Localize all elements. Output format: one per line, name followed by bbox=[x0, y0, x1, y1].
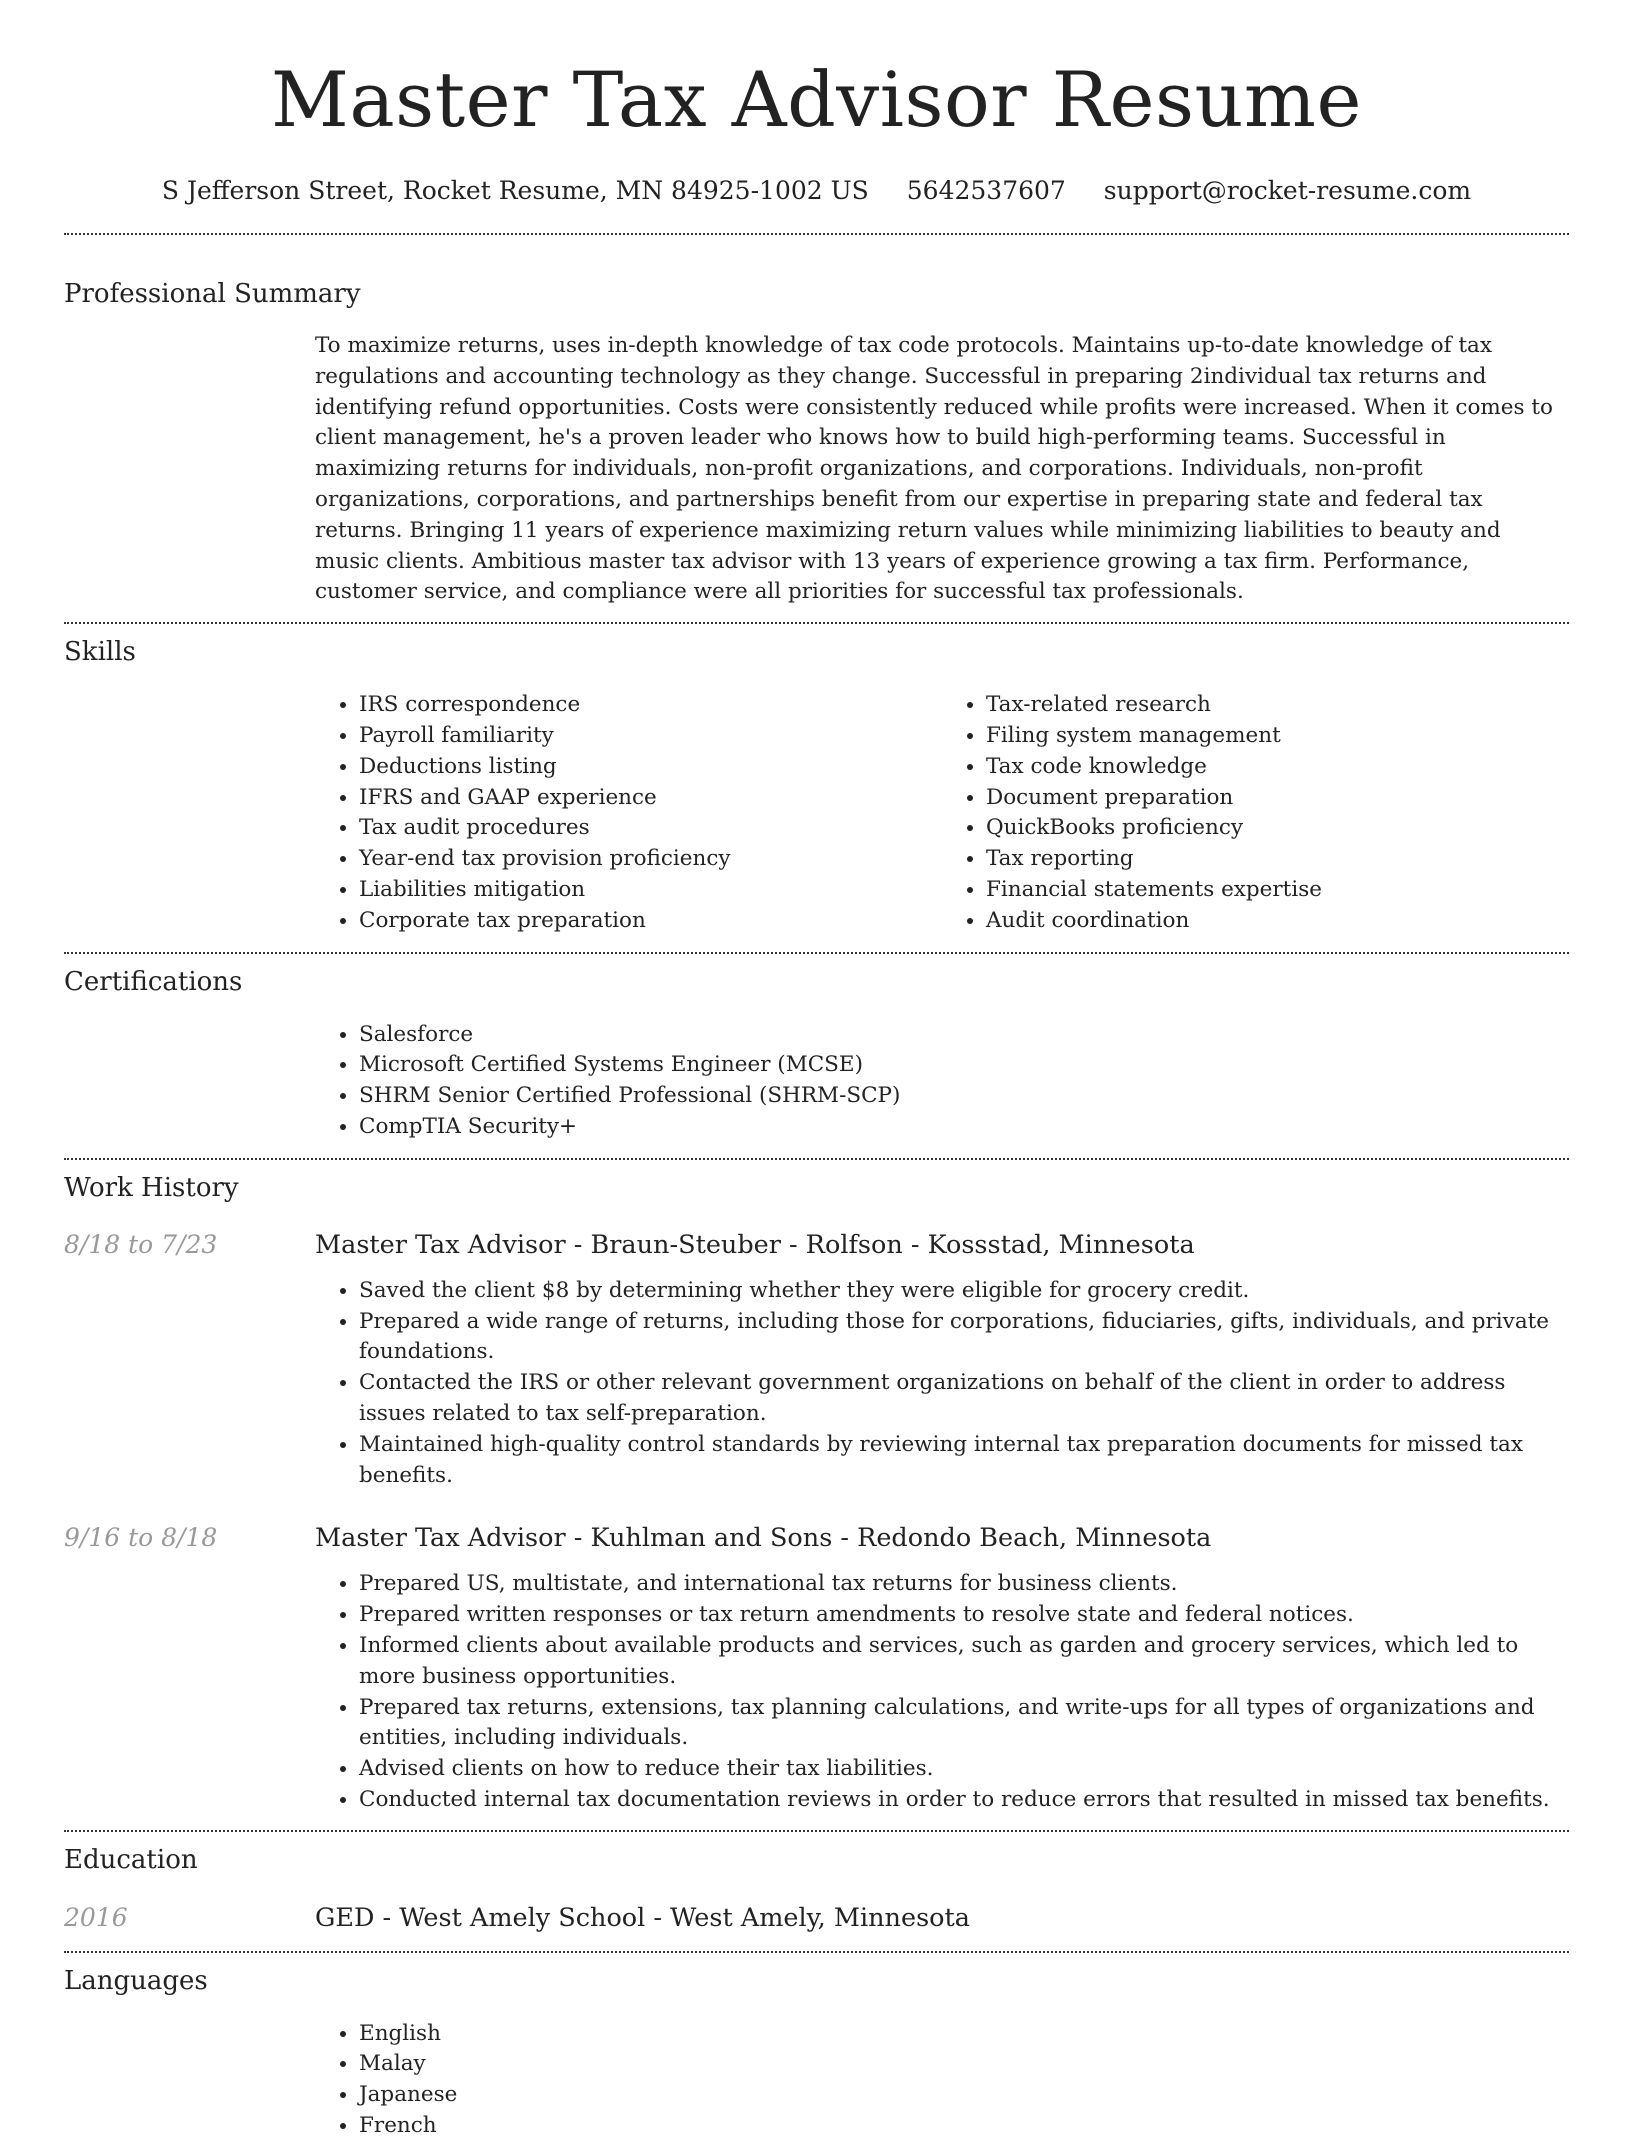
skills-section bbox=[64, 624, 1569, 951]
skill-item: • QuickBooks proficiency bbox=[986, 813, 1569, 844]
language-item: • Malay bbox=[359, 2049, 1569, 2080]
contact-email: support@rocket-resume.com bbox=[1103, 176, 1472, 205]
job-bullet: • Advised clients on how to reduce their tax liabilities. bbox=[359, 1754, 1569, 1785]
education-year: 2016 bbox=[64, 1902, 128, 1932]
job-bullet: • Prepared a wide range of returns, including those for corporations, fiduciaries, gifts, individuals, and private foundations. bbox=[359, 1307, 1569, 1369]
skill-item: • Tax audit procedures bbox=[359, 813, 942, 844]
skills-heading: Skills bbox=[64, 637, 136, 668]
education-section bbox=[64, 1832, 1569, 1951]
job-bullet: • Contacted the IRS or other relevant government organizations on behalf of the client in order to address issues related to tax self-preparation. bbox=[359, 1368, 1569, 1430]
skills-body bbox=[315, 690, 1569, 951]
skill-item: • IRS correspondence bbox=[359, 690, 942, 721]
education-entry bbox=[64, 1901, 1569, 1951]
languages-heading: Languages bbox=[64, 1965, 208, 1996]
language-item: • English bbox=[359, 2019, 1569, 2050]
job-bullet: • Conducted internal tax documentation reviews in order to reduce errors that resulted in missed tax benefits. bbox=[359, 1785, 1569, 1816]
summary-text: To maximize returns, uses in-depth knowledge of tax code protocols. Maintains up-to-date knowledge of tax regulations and accounting technology as they change. Successful in preparing 2individual tax returns and identifying refund opportunities. Costs were consistently reduced while profits were increased. When it comes to client management, he's a proven leader who knows how to build high-performing teams. Successful in maximizing returns for individuals, non-profit organizations, and corporations. Individuals, non-profit organizations, corporations, and partnerships benefit from our expertise in preparing state and federal tax returns. Bringing 11 years of experience maximizing return values while minimizing liabilities to beauty and music clients. Ambitious master tax advisor with 13 years of experience growing a tax firm. Performance, customer service, and compliance were all priorities for successful tax professionals. bbox=[315, 333, 1553, 605]
contact-phone: 5642537607 bbox=[906, 176, 1066, 205]
skill-item: • Tax reporting bbox=[986, 844, 1569, 875]
job-dates: 8/18 to 7/23 bbox=[64, 1229, 218, 1259]
languages-body bbox=[315, 2019, 1569, 2142]
skill-item: • Corporate tax preparation bbox=[359, 906, 942, 937]
skill-item: • Tax code knowledge bbox=[986, 752, 1569, 783]
job-details bbox=[315, 1228, 1569, 1492]
resume-title: Master Tax Advisor Resume bbox=[271, 55, 1362, 144]
certifications-heading: Certifications bbox=[64, 966, 243, 997]
skill-item: • Liabilities mitigation bbox=[359, 875, 942, 906]
summary-body bbox=[315, 331, 1569, 622]
summary-section bbox=[64, 235, 1569, 622]
skill-item: • Tax-related research bbox=[986, 690, 1569, 721]
skills-list-left bbox=[315, 690, 942, 936]
job-entry bbox=[64, 1228, 1569, 1492]
job-bullet: • Prepared tax returns, extensions, tax planning calculations, and write-ups for all types of organizations and entities, including individuals. bbox=[359, 1693, 1569, 1755]
certification-item: • Microsoft Certified Systems Engineer (MCSE) bbox=[359, 1050, 1569, 1081]
work-history-section bbox=[64, 1160, 1569, 1830]
job-title: Master Tax Advisor - Braun-Steuber - Rolfson - Kossstad, Minnesota bbox=[315, 1229, 1195, 1260]
skill-item: • Filing system management bbox=[986, 721, 1569, 752]
job-entry bbox=[64, 1521, 1569, 1829]
skill-item: • Document preparation bbox=[986, 783, 1569, 814]
job-title: Master Tax Advisor - Kuhlman and Sons - Redondo Beach, Minnesota bbox=[315, 1523, 1212, 1554]
job-bullet: • Maintained high-quality control standards by reviewing internal tax preparation documents for missed tax benefits. bbox=[359, 1430, 1569, 1492]
job-bullets bbox=[315, 1569, 1569, 1815]
education-heading: Education bbox=[64, 1844, 198, 1875]
job-dates: 9/16 to 8/18 bbox=[64, 1523, 218, 1553]
languages-section bbox=[64, 1953, 1569, 2142]
language-item: • French bbox=[359, 2111, 1569, 2142]
skill-item: • Audit coordination bbox=[986, 906, 1569, 937]
certification-item: • Salesforce bbox=[359, 1020, 1569, 1051]
language-item: • Japanese bbox=[359, 2080, 1569, 2111]
job-bullet: • Prepared US, multistate, and international tax returns for business clients. bbox=[359, 1569, 1569, 1600]
certifications-section bbox=[64, 954, 1569, 1158]
summary-heading: Professional Summary bbox=[64, 279, 361, 309]
certifications-list bbox=[315, 1020, 1569, 1143]
certifications-body bbox=[315, 1020, 1569, 1158]
skill-item: • Year-end tax provision proficiency bbox=[359, 844, 942, 875]
education-title: GED - West Amely School - West Amely, Minnesota bbox=[315, 1902, 970, 1933]
job-bullet: • Prepared written responses or tax return amendments to resolve state and federal notices. bbox=[359, 1600, 1569, 1631]
job-details bbox=[315, 1521, 1569, 1815]
job-bullet: • Saved the client $8 by determining whether they were eligible for grocery credit. bbox=[359, 1276, 1569, 1307]
skill-item: • Payroll familiarity bbox=[359, 721, 942, 752]
job-bullet: • Informed clients about available products and services, such as garden and grocery services, which led to more business opportunities. bbox=[359, 1631, 1569, 1693]
skill-item: • Financial statements expertise bbox=[986, 875, 1569, 906]
contact-address: S Jefferson Street, Rocket Resume, MN 84925-1002 US bbox=[161, 176, 869, 205]
skill-item: • IFRS and GAAP experience bbox=[359, 783, 942, 814]
languages-list bbox=[315, 2019, 1569, 2142]
certification-item: • SHRM Senior Certified Professional (SHRM-SCP) bbox=[359, 1081, 1569, 1112]
education-details bbox=[315, 1901, 1569, 1935]
job-bullets bbox=[315, 1276, 1569, 1492]
skills-list-right bbox=[942, 690, 1569, 936]
work-history-heading: Work History bbox=[64, 1172, 239, 1203]
certification-item: • CompTIA Security+ bbox=[359, 1112, 1569, 1143]
contact-line bbox=[64, 174, 1569, 208]
skill-item: • Deductions listing bbox=[359, 752, 942, 783]
